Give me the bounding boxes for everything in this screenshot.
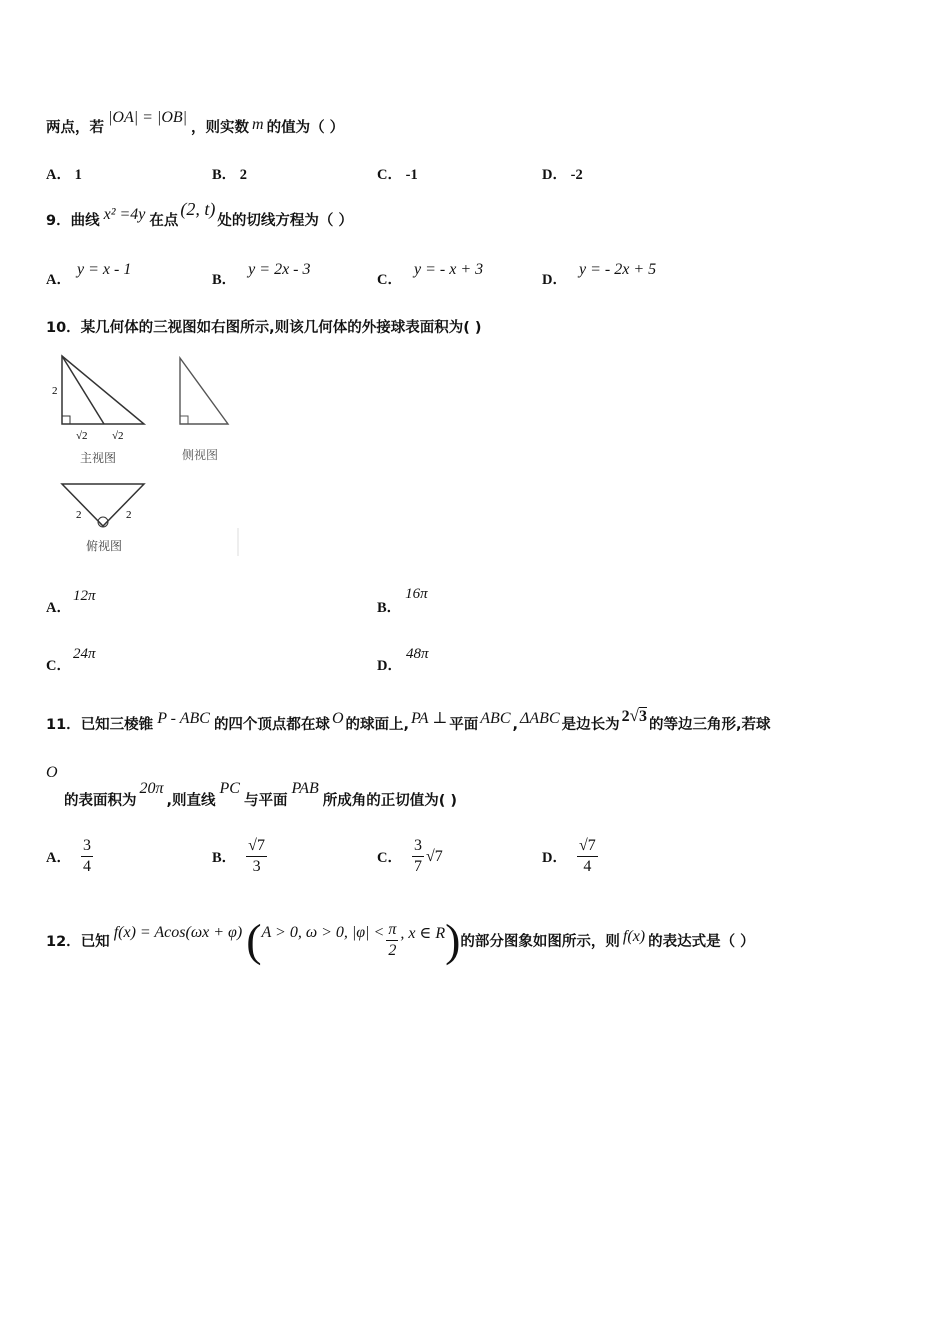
q11-option-c[interactable]: C． $\frac{3}{7}$ √7 [377, 837, 443, 875]
q10-option-a[interactable]: A．12π [46, 588, 96, 616]
side-right-angle-mark [180, 416, 188, 424]
front-view-outline [62, 356, 144, 424]
q8-option-a[interactable]: A． 1 [46, 167, 82, 183]
q9-option-a[interactable]: A．y = x - 1 [46, 261, 132, 288]
side-view-caption: 侧视图 [182, 448, 219, 462]
top-view [62, 484, 238, 556]
q11-option-b[interactable]: B． $\frac{√7}{3}$ [212, 837, 265, 875]
q11-option-d[interactable]: D． $\frac{√7}{4}$ [542, 837, 596, 875]
side-view-outline [180, 358, 228, 424]
q10-three-view-figure [46, 348, 246, 560]
q9-option-d[interactable]: D．y = - 2x + 5 [542, 261, 657, 288]
q11-stem-line2: O [46, 764, 58, 781]
front-view-inner-edge [62, 356, 104, 424]
q11-stem-line2-text: 的表面积为20π,则直线PC与平面PAB所成角的正切值为( ) [64, 780, 458, 809]
q11-stem-line1: 11．已知三棱锥 P - ABC 的四个顶点都在球 O 的球面上, PA ⊥ 平面 ABC , ΔABC 是边长为 2√3 的等边三角形,若球 [46, 706, 771, 733]
q11-option-a[interactable]: A． $\frac{3}{4}$ [46, 837, 91, 875]
q8-option-c[interactable]: C． -1 [377, 167, 418, 183]
q8-option-b[interactable]: B． 2 [212, 167, 248, 183]
q9-point: (2, t) [180, 199, 216, 219]
top-left-label: 2 [76, 509, 82, 521]
q10-option-b[interactable]: B．16π [377, 586, 428, 616]
q11-pyramid: P - ABC [157, 710, 210, 727]
side-view [180, 358, 228, 462]
front-view [52, 356, 144, 465]
q9-option-b[interactable]: B．y = 2x - 3 [212, 261, 311, 288]
q9-curve: x² =4y [103, 206, 146, 223]
q10-stem: 10．某几何体的三视图如右图所示,则该几何体的外接球表面积为( ) [46, 320, 482, 336]
right-angle-mark [62, 416, 70, 424]
q12-function: f(x) = Acos(ωx + φ) [113, 923, 243, 941]
q8-option-d[interactable]: D． -2 [542, 167, 583, 183]
q12-stem: 12．已知f(x) = Acos(ωx + φ)(A > 0, ω > 0, |φ| < $\frac{\pi}{2}$ , x ∈ R)的部分图象如图所示，则 f(x) 的表达式是（ ） [46, 914, 755, 966]
front-base2-label: √2 [112, 430, 124, 442]
front-view-caption: 主视图 [80, 451, 117, 465]
top-view-caption: 俯视图 [86, 539, 123, 553]
front-height-label: 2 [52, 385, 58, 397]
q9-option-c[interactable]: C．y = - x + 3 [377, 261, 484, 288]
q10-option-c[interactable]: C．24π [46, 646, 96, 674]
front-base1-label: √2 [76, 430, 88, 442]
top-right-label: 2 [126, 509, 132, 521]
top-view-outline [62, 484, 144, 526]
q8-abs-equation: |OA| = |OB| [108, 109, 188, 126]
q9-stem: 9．曲线 x² =4y 在点(2, t)处的切线方程为（ ） [46, 199, 353, 229]
q10-option-d[interactable]: D．48π [377, 646, 429, 674]
q8-stem: 两点，若|OA| = |OB|，则实数 m 的值为（ ） [46, 109, 345, 136]
